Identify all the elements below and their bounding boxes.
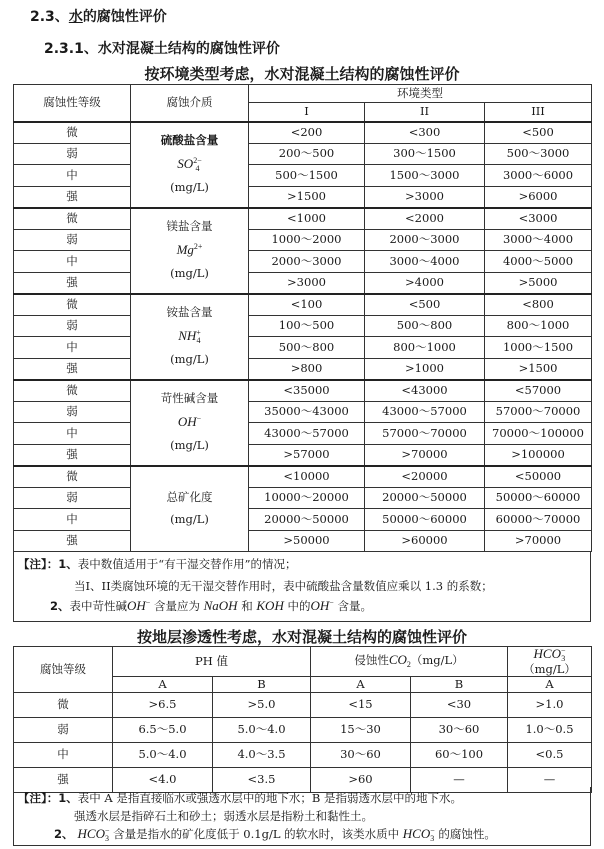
note-line bbox=[18, 556, 297, 572]
value-cell: 43000～57000 bbox=[365, 401, 485, 423]
chemical-formula: CO 2 bbox=[388, 652, 411, 670]
note-text: 中的 bbox=[283, 599, 311, 613]
value-cell: 3000～4000 bbox=[365, 251, 485, 273]
grade-cell: 弱 bbox=[14, 143, 131, 165]
header-ph: PH 值 bbox=[113, 647, 311, 677]
table2-title: 按地层渗透性考虑，水对混凝土结构的腐蚀性评价 bbox=[136, 628, 467, 646]
table-row bbox=[14, 186, 592, 208]
chemical-formula: Mg 2+ bbox=[177, 242, 203, 257]
formula-superscript: − bbox=[145, 598, 151, 608]
subheader-A: A bbox=[311, 676, 411, 692]
header-environment-type: 环境类型 bbox=[249, 85, 592, 103]
value-cell: >1500 bbox=[249, 186, 365, 208]
table2-notes bbox=[13, 787, 591, 846]
table-row bbox=[14, 380, 592, 402]
section-heading-underlined: 水 bbox=[68, 9, 83, 25]
value-cell: >100000 bbox=[485, 444, 592, 466]
grade-cell: 微 bbox=[14, 466, 131, 488]
formula-subscript bbox=[194, 251, 203, 259]
permeability-corrosion-table bbox=[13, 646, 592, 793]
medium-formula bbox=[131, 152, 248, 177]
formula-subscript: 2 bbox=[406, 660, 411, 670]
header-corrosion-grade: 腐蚀等级 bbox=[14, 647, 113, 693]
note-line bbox=[74, 578, 493, 594]
chemical-formula: NaOH bbox=[203, 598, 238, 613]
formula-superscript: − bbox=[196, 414, 202, 424]
table-row bbox=[14, 530, 592, 552]
chemical-formula: OH − bbox=[178, 414, 201, 429]
medium-cell bbox=[131, 122, 249, 208]
note-number: 【注】：1、 bbox=[18, 557, 78, 571]
value-cell: <0.5 bbox=[508, 742, 592, 767]
grade-cell: 微 bbox=[14, 692, 113, 717]
grade-cell: 强 bbox=[14, 358, 131, 380]
note-number: 【注】：1、 bbox=[18, 791, 78, 805]
value-cell: <800 bbox=[485, 294, 592, 316]
section-heading-rest: 的腐蚀性评价 bbox=[82, 9, 167, 25]
chemical-formula: OH − bbox=[311, 598, 334, 613]
value-cell: 300～1500 bbox=[365, 143, 485, 165]
medium-name: 硫酸盐含量 bbox=[160, 133, 219, 148]
table-row bbox=[14, 337, 592, 359]
header-corrosion-medium: 腐蚀介质 bbox=[131, 85, 249, 122]
value-cell: >6.5 bbox=[113, 692, 213, 717]
value-cell: 500～1500 bbox=[249, 165, 365, 187]
value-cell: 15～30 bbox=[311, 717, 411, 742]
grade-cell: 微 bbox=[14, 380, 131, 402]
medium-formula bbox=[131, 238, 248, 263]
note-line bbox=[74, 808, 373, 824]
value-cell: 1500～3000 bbox=[365, 165, 485, 187]
value-cell: <1000 bbox=[249, 208, 365, 230]
medium-unit: (mg/L) bbox=[170, 179, 209, 194]
environment-corrosion-table bbox=[13, 84, 592, 552]
chemical-formula: NH 4 + bbox=[178, 328, 201, 346]
value-cell: 500～800 bbox=[365, 315, 485, 337]
value-cell: 6.5～5.0 bbox=[113, 717, 213, 742]
note-text: 强透水层是指碎石土和砂土；弱透水层是指粉土和黏性土。 bbox=[74, 809, 373, 823]
table-row bbox=[14, 358, 592, 380]
table-row bbox=[14, 208, 592, 230]
formula-superscript: 2− bbox=[193, 156, 202, 166]
value-cell: 5.0～4.0 bbox=[213, 717, 311, 742]
value-cell: <30 bbox=[411, 692, 508, 717]
grade-cell: 中 bbox=[14, 337, 131, 359]
value-cell: >3000 bbox=[365, 186, 485, 208]
note-text: 的腐蚀性。 bbox=[434, 827, 496, 841]
medium-cell bbox=[131, 294, 249, 380]
value-cell: 43000～57000 bbox=[249, 423, 365, 445]
value-cell: 60000～70000 bbox=[485, 509, 592, 531]
grade-cell: 中 bbox=[14, 509, 131, 531]
value-cell: 4000～5000 bbox=[485, 251, 592, 273]
grade-cell: 强 bbox=[14, 530, 131, 552]
table-row bbox=[14, 742, 592, 767]
note-line bbox=[18, 790, 462, 806]
value-cell: 57000～70000 bbox=[365, 423, 485, 445]
table-row bbox=[14, 294, 592, 316]
grade-cell: 强 bbox=[14, 272, 131, 294]
grade-cell: 微 bbox=[14, 208, 131, 230]
grade-cell: 弱 bbox=[14, 229, 131, 251]
medium-name: 总矿化度 bbox=[166, 489, 213, 504]
chemical-formula: HCO 3 − bbox=[533, 646, 566, 664]
value-cell: >57000 bbox=[249, 444, 365, 466]
subsection-heading: 2.3.1、水对混凝土结构的腐蚀性评价 bbox=[44, 41, 280, 57]
value-cell: <3000 bbox=[485, 208, 592, 230]
value-cell: 800～1000 bbox=[365, 337, 485, 359]
value-cell: >70000 bbox=[485, 530, 592, 552]
header-co2 bbox=[311, 647, 508, 677]
formula-superscript: − bbox=[104, 826, 110, 836]
formula-superscript: − bbox=[560, 646, 566, 656]
value-cell: — bbox=[411, 767, 508, 792]
value-cell: <43000 bbox=[365, 380, 485, 402]
value-cell: <100 bbox=[249, 294, 365, 316]
formula-superscript: − bbox=[329, 598, 334, 608]
value-cell: 20000～50000 bbox=[249, 509, 365, 531]
formula-superscript: − bbox=[430, 826, 435, 836]
value-cell: 30～60 bbox=[411, 717, 508, 742]
table-row bbox=[14, 692, 592, 717]
value-cell: >70000 bbox=[365, 444, 485, 466]
grade-cell: 强 bbox=[14, 444, 131, 466]
table-row bbox=[14, 272, 592, 294]
table-row bbox=[14, 401, 592, 423]
medium-unit: (mg/L) bbox=[170, 265, 209, 280]
subheader-A: A bbox=[508, 676, 592, 692]
formula-superscript: 2+ bbox=[193, 242, 203, 252]
value-cell: <3.5 bbox=[213, 767, 311, 792]
section-number: 2.3、 bbox=[30, 9, 69, 25]
table-row bbox=[14, 122, 592, 144]
value-cell: <50000 bbox=[485, 466, 592, 488]
grade-cell: 弱 bbox=[14, 487, 131, 509]
value-cell: 500～3000 bbox=[485, 143, 592, 165]
grade-cell: 强 bbox=[14, 186, 131, 208]
grade-cell: 中 bbox=[14, 423, 131, 445]
medium-unit: (mg/L) bbox=[170, 351, 209, 366]
value-cell: <500 bbox=[365, 294, 485, 316]
medium-formula bbox=[131, 410, 248, 435]
value-cell: — bbox=[508, 767, 592, 792]
chemical-formula: HCO 3 − bbox=[402, 826, 435, 844]
table-row bbox=[14, 315, 592, 337]
grade-cell: 中 bbox=[14, 165, 131, 187]
formula-subscript: 3 bbox=[561, 654, 566, 664]
formula-subscript bbox=[197, 423, 202, 431]
medium-cell bbox=[131, 208, 249, 294]
table-row bbox=[14, 466, 592, 488]
table-row bbox=[14, 85, 592, 103]
value-cell: <300 bbox=[365, 122, 485, 144]
value-cell: 57000～70000 bbox=[485, 401, 592, 423]
medium-name: 苛性碱含量 bbox=[160, 391, 219, 406]
value-cell: 200～500 bbox=[249, 143, 365, 165]
formula-subscript: 3 bbox=[104, 834, 109, 844]
note-line bbox=[50, 598, 372, 615]
medium-cell bbox=[131, 466, 249, 552]
grade-cell: 微 bbox=[14, 122, 131, 144]
subheader-B: B bbox=[213, 676, 311, 692]
value-cell: >60 bbox=[311, 767, 411, 792]
note-line bbox=[54, 826, 496, 843]
grade-cell: 中 bbox=[14, 742, 113, 767]
formula-subscript: 4 bbox=[195, 164, 200, 174]
note-text: 表中苛性碱 bbox=[69, 599, 128, 613]
table-row bbox=[14, 165, 592, 187]
chemical-formula: KOH bbox=[256, 598, 284, 613]
grade-cell: 弱 bbox=[14, 717, 113, 742]
value-cell: 3000～6000 bbox=[485, 165, 592, 187]
value-cell: >50000 bbox=[249, 530, 365, 552]
note-text: 含量应为 bbox=[150, 599, 204, 613]
value-cell: <20000 bbox=[365, 466, 485, 488]
value-cell: 2000～3000 bbox=[365, 229, 485, 251]
table-row bbox=[14, 487, 592, 509]
value-cell: 2000～3000 bbox=[249, 251, 365, 273]
value-cell: <15 bbox=[311, 692, 411, 717]
table-row bbox=[14, 251, 592, 273]
value-cell: 1000～1500 bbox=[485, 337, 592, 359]
value-cell: 4.0～3.5 bbox=[213, 742, 311, 767]
value-cell: >800 bbox=[249, 358, 365, 380]
note-text: 含量是指水的矿化度低于 0.1g/L 的软水时，该类水质中 bbox=[109, 827, 403, 841]
value-cell: <500 bbox=[485, 122, 592, 144]
note-text: 表中 A 是指直接临水或强透水层中的地下水；B 是指弱透水层中的地下水。 bbox=[77, 791, 462, 805]
medium-name: 铵盐含量 bbox=[166, 305, 213, 320]
medium-cell bbox=[131, 380, 249, 466]
note-text: 表中数值适用于“有干湿交替作用”的情况； bbox=[77, 557, 297, 571]
header-env-I: I bbox=[249, 103, 365, 122]
grade-cell: 微 bbox=[14, 294, 131, 316]
value-cell: <4.0 bbox=[113, 767, 213, 792]
header-env-III: III bbox=[485, 103, 592, 122]
table1-notes bbox=[13, 552, 591, 622]
value-cell: >5000 bbox=[485, 272, 592, 294]
table1-title: 按环境类型考虑，水对混凝土结构的腐蚀性评价 bbox=[144, 65, 460, 83]
table-row bbox=[14, 717, 592, 742]
hco3-unit: （mg/L） bbox=[523, 662, 576, 677]
value-cell: 50000～60000 bbox=[485, 487, 592, 509]
value-cell: 800～1000 bbox=[485, 315, 592, 337]
value-cell: 20000～50000 bbox=[365, 487, 485, 509]
value-cell: >4000 bbox=[365, 272, 485, 294]
value-cell: <10000 bbox=[249, 466, 365, 488]
value-cell: 10000～20000 bbox=[249, 487, 365, 509]
value-cell: 70000～100000 bbox=[485, 423, 592, 445]
grade-cell: 强 bbox=[14, 767, 113, 792]
header-env-II: II bbox=[365, 103, 485, 122]
table-row bbox=[14, 229, 592, 251]
value-cell: 60～100 bbox=[411, 742, 508, 767]
table-row bbox=[14, 143, 592, 165]
table-row bbox=[14, 444, 592, 466]
chemical-formula: OH − bbox=[127, 598, 150, 613]
chemical-formula: HCO 3 − bbox=[77, 826, 110, 844]
value-cell: <200 bbox=[249, 122, 365, 144]
value-cell: >1500 bbox=[485, 358, 592, 380]
value-cell: 1000～2000 bbox=[249, 229, 365, 251]
value-cell: 100～500 bbox=[249, 315, 365, 337]
grade-cell: 弱 bbox=[14, 401, 131, 423]
value-cell: >60000 bbox=[365, 530, 485, 552]
value-cell: 500～800 bbox=[249, 337, 365, 359]
formula-subscript: 4 bbox=[196, 336, 201, 346]
note-text: 含量。 bbox=[333, 599, 372, 613]
co2-unit: （mg/L） bbox=[410, 653, 464, 668]
medium-formula bbox=[131, 324, 248, 349]
subheader-B: B bbox=[411, 676, 508, 692]
header-corrosion-grade: 腐蚀性等级 bbox=[14, 85, 131, 122]
value-cell: 5.0～4.0 bbox=[113, 742, 213, 767]
table-row bbox=[14, 423, 592, 445]
note-text: 当I、II类腐蚀环境的无干湿交替作用时，表中硫酸盐含量数值应乘以 1.3 的系数； bbox=[74, 579, 493, 593]
formula-subscript: 3 bbox=[430, 834, 435, 844]
value-cell: >5.0 bbox=[213, 692, 311, 717]
value-cell: >1000 bbox=[365, 358, 485, 380]
section-heading bbox=[30, 6, 167, 26]
value-cell: 1.0～0.5 bbox=[508, 717, 592, 742]
grade-cell: 中 bbox=[14, 251, 131, 273]
medium-unit: (mg/L) bbox=[170, 437, 209, 452]
value-cell: 30～60 bbox=[311, 742, 411, 767]
formula-superscript: + bbox=[196, 328, 201, 338]
value-cell: >1.0 bbox=[508, 692, 592, 717]
chemical-formula: SO 4 2− bbox=[177, 156, 202, 174]
value-cell: 35000～43000 bbox=[249, 401, 365, 423]
note-text: 和 bbox=[237, 599, 257, 613]
value-cell: 50000～60000 bbox=[365, 509, 485, 531]
value-cell: <2000 bbox=[365, 208, 485, 230]
note-number: 2、 bbox=[54, 827, 78, 841]
table-row bbox=[14, 509, 592, 531]
value-cell: <57000 bbox=[485, 380, 592, 402]
grade-cell: 弱 bbox=[14, 315, 131, 337]
subheader-A: A bbox=[113, 676, 213, 692]
medium-name: 镁盐含量 bbox=[166, 219, 213, 234]
header-hco3 bbox=[508, 647, 592, 677]
value-cell: >6000 bbox=[485, 186, 592, 208]
value-cell: <35000 bbox=[249, 380, 365, 402]
table-row bbox=[14, 647, 592, 677]
medium-unit: (mg/L) bbox=[170, 511, 209, 526]
value-cell: >3000 bbox=[249, 272, 365, 294]
note-number: 2、 bbox=[50, 599, 70, 613]
co2-label: 侵蚀性 bbox=[354, 653, 389, 668]
value-cell: 3000～4000 bbox=[485, 229, 592, 251]
